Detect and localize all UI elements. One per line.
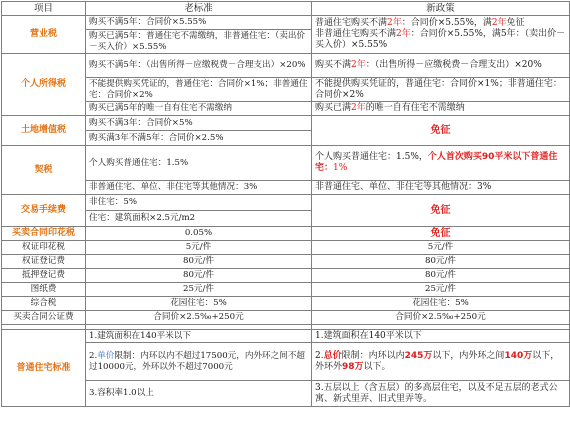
row-new-value: 5元/件: [312, 241, 570, 255]
table-row: [2, 297, 570, 311]
standard-housing-old-2: 2.单价限制：内环以内不超过17500元，内外环之间不超过10000元，外环以外不超过7000元: [86, 343, 312, 381]
income-tax-new-1: 购买不满2年：（出售所得－应缴税费－合理支出）×20%: [312, 54, 570, 78]
stamp-tax-label: 买卖合同印花税: [2, 227, 86, 241]
standard-housing-new-3: 3.五层以上（含五层）的多高层住宅，以及不足五层的老式公寓、新式里弄、旧式里弄等。: [312, 381, 570, 407]
row-new-value: 合同价×2.5‰+250元: [312, 311, 570, 325]
deed-tax-new-1: 个人购买普通住宅：1.5%，个人首次购买90平米以下普通住宅：1%: [312, 146, 570, 181]
income-tax-row-3: [2, 102, 570, 116]
row-label: 图纸费: [2, 283, 86, 297]
table-row: [2, 311, 570, 325]
header-item: 项目: [2, 2, 86, 16]
land-tax-old-1: 购买不满3年：合同价×5%: [86, 116, 312, 131]
income-tax-label: 个人所得税: [2, 54, 86, 116]
row-old-value: 80元/件: [86, 255, 312, 269]
land-tax-old-2: 购买满3年不满5年：合同价×2.5%: [86, 131, 312, 146]
income-tax-new-3: 购买已满2年的唯一自有住宅不需缴纳: [312, 102, 570, 116]
land-tax-row-1: [2, 116, 570, 131]
header-new-policy: 新政策: [312, 2, 570, 16]
row-label: 权证登记费: [2, 255, 86, 269]
table-row: [2, 269, 570, 283]
transaction-fee-old-1: 非住宅：5%: [86, 195, 312, 211]
standard-housing-new-2: 2.总价限制：内环以内245万以下，内外环之间140万以下，外环外98万以下。: [312, 343, 570, 381]
standard-housing-row-2: [2, 343, 570, 381]
row-label: 抵押登记费: [2, 269, 86, 283]
transaction-fee-label: 交易手续费: [2, 195, 86, 227]
income-tax-old-1: 购买不满5年：（出售所得－应缴税费－合理支出）×20%: [86, 54, 312, 78]
table-row: [2, 241, 570, 255]
land-tax-new: 免征: [312, 116, 570, 146]
row-old-value: 合同价×2.5‰+250元: [86, 311, 312, 325]
standard-housing-old-1: 1.建筑面积在140平米以下: [86, 330, 312, 343]
standard-housing-row-3: [2, 381, 570, 407]
income-tax-old-2: 不能提供购买凭证的，普通住宅：合同价×1%；非普通住宅：合同价×2%: [86, 78, 312, 102]
transaction-fee-new: 免征: [312, 195, 570, 227]
row-old-value: 花园住宅：5%: [86, 297, 312, 311]
standard-housing-label: 普通住宅标准: [2, 330, 86, 407]
income-tax-old-3: 购买已满5年的唯一自有住宅不需缴纳: [86, 102, 312, 116]
income-tax-new-2: 不能提供购买凭证的，普通住宅：合同价×1%；非普通住宅：合同价×2%: [312, 78, 570, 102]
income-tax-row-2: [2, 78, 570, 102]
transaction-fee-old-2: 住宅：建筑面积×2.5元/m2: [86, 211, 312, 227]
deed-tax-old-2: 非普通住宅、单位、非住宅等其他情况：3%: [86, 181, 312, 195]
income-tax-row-1: [2, 54, 570, 78]
deed-tax-row-2: [2, 181, 570, 195]
standard-housing-row-1: [2, 330, 570, 343]
row-new-value: 80元/件: [312, 255, 570, 269]
header-row: [2, 2, 570, 16]
policy-comparison-table: [1, 1, 570, 407]
deed-tax-old-1: 个人购买普通住宅：1.5%: [86, 146, 312, 181]
business-tax-row-1: [2, 16, 570, 30]
deed-tax-label: 契税: [2, 146, 86, 195]
row-old-value: 5元/件: [86, 241, 312, 255]
row-old-value: 80元/件: [86, 269, 312, 283]
business-tax-old-1: 购买不满5年：合同价×5.55%: [86, 16, 312, 30]
business-tax-new: 普通住宅购买不满2年：合同价×5.55%，满2年免征 非普通住宅购买不满2年：合同价×5.55%，满5年：（卖出价－买入价）×5.55%: [312, 16, 570, 54]
business-tax-old-2: 购买已满5年：普通住宅不需缴纳，非普通住宅：（卖出价－买入价）×5.55%: [86, 30, 312, 54]
business-tax-label: 营业税: [2, 16, 86, 54]
row-new-value: 80元/件: [312, 269, 570, 283]
stamp-tax-row: [2, 227, 570, 241]
standard-housing-old-3: 3.容积率1.0以上: [86, 381, 312, 407]
row-new-value: 花园住宅：5%: [312, 297, 570, 311]
row-old-value: 25元/件: [86, 283, 312, 297]
transaction-fee-row-1: [2, 195, 570, 211]
standard-housing-new-1: 1.建筑面积在140平米以下: [312, 330, 570, 343]
row-label: 综合税: [2, 297, 86, 311]
row-new-value: 25元/件: [312, 283, 570, 297]
table-row: [2, 255, 570, 269]
stamp-tax-new: 免征: [312, 227, 570, 241]
row-label: 买卖合同公证费: [2, 311, 86, 325]
row-label: 权证印花税: [2, 241, 86, 255]
deed-tax-new-2: 非普通住宅、单位、非住宅等其他情况：3%: [312, 181, 570, 195]
stamp-tax-old: 0.05%: [86, 227, 312, 241]
deed-tax-row-1: [2, 146, 570, 181]
header-old-standard: 老标准: [86, 2, 312, 16]
land-tax-label: 土地增值税: [2, 116, 86, 146]
table-row: [2, 283, 570, 297]
